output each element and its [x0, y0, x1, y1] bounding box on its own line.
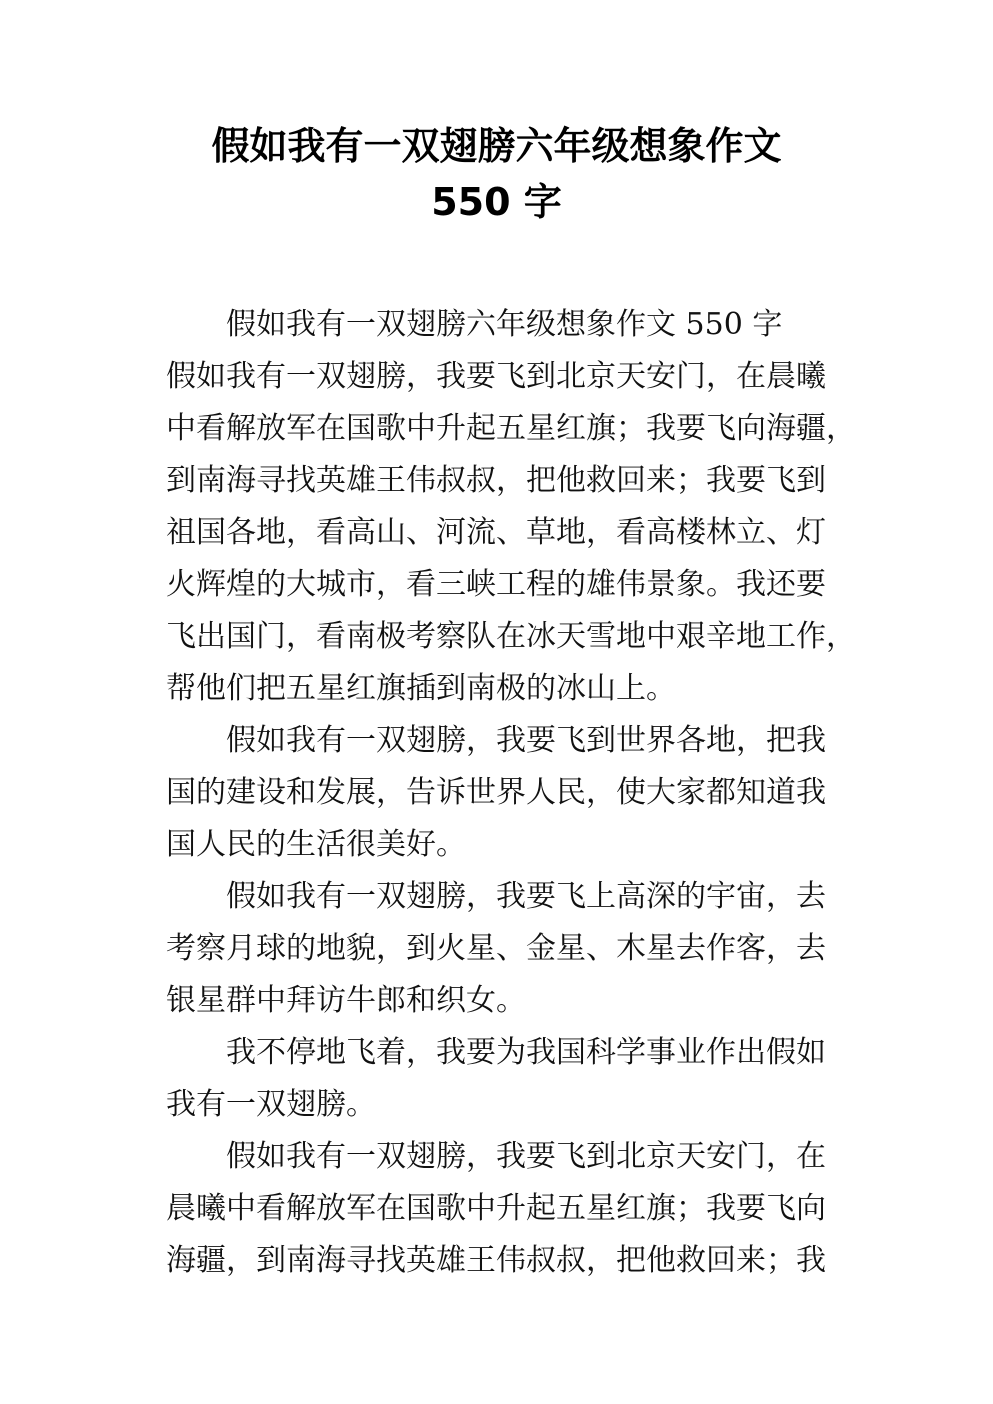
text-line: 假如我有一双翅膀，我要飞到北京天安门，在 — [226, 1139, 826, 1174]
text-line: 中看解放军在国歌中升起五星红旗；我要飞向海疆， — [166, 411, 856, 446]
text-line: 海疆，到南海寻找英雄王伟叔叔，把他救回来；我 — [166, 1243, 826, 1278]
document-title — [120, 118, 873, 230]
text-line: 飞出国门，看南极考察队在冰天雪地中艰辛地工作， — [166, 619, 856, 654]
text-line: 考察月球的地貌，到火星、金星、木星去作客，去 — [166, 931, 826, 966]
text-line: 假如我有一双翅膀，我要飞到世界各地，把我 — [226, 723, 826, 758]
title-line-1: 假如我有一双翅膀六年级想象作文 — [211, 124, 782, 168]
text-line: 我不停地飞着，我要为我国科学事业作出假如 — [226, 1035, 826, 1070]
text-line: 国人民的生活很美好。 — [166, 827, 466, 862]
text-line: 银星群中拜访牛郎和织女。 — [166, 983, 526, 1018]
text-line: 帮他们把五星红旗插到南极的冰山上。 — [166, 671, 676, 706]
text-line: 假如我有一双翅膀，我要飞上高深的宇宙，去 — [226, 879, 826, 914]
text-line: 假如我有一双翅膀，我要飞到北京天安门，在晨曦 — [166, 359, 826, 394]
text-line: 祖国各地，看高山、河流、草地，看高楼林立、灯 — [166, 515, 826, 550]
text-line: 晨曦中看解放军在国歌中升起五星红旗；我要飞向 — [166, 1191, 826, 1226]
text-line: 到南海寻找英雄王伟叔叔，把他救回来；我要飞到 — [166, 463, 826, 498]
text-line: 火辉煌的大城市，看三峡工程的雄伟景象。我还要 — [166, 567, 826, 602]
document-body — [166, 299, 856, 1287]
title-line-2: 550 字 — [431, 180, 562, 224]
text-line: 我有一双翅膀。 — [166, 1087, 376, 1122]
text-line: 国的建设和发展，告诉世界人民，使大家都知道我 — [166, 775, 826, 810]
text-line: 假如我有一双翅膀六年级想象作文 550 字 — [226, 307, 783, 342]
